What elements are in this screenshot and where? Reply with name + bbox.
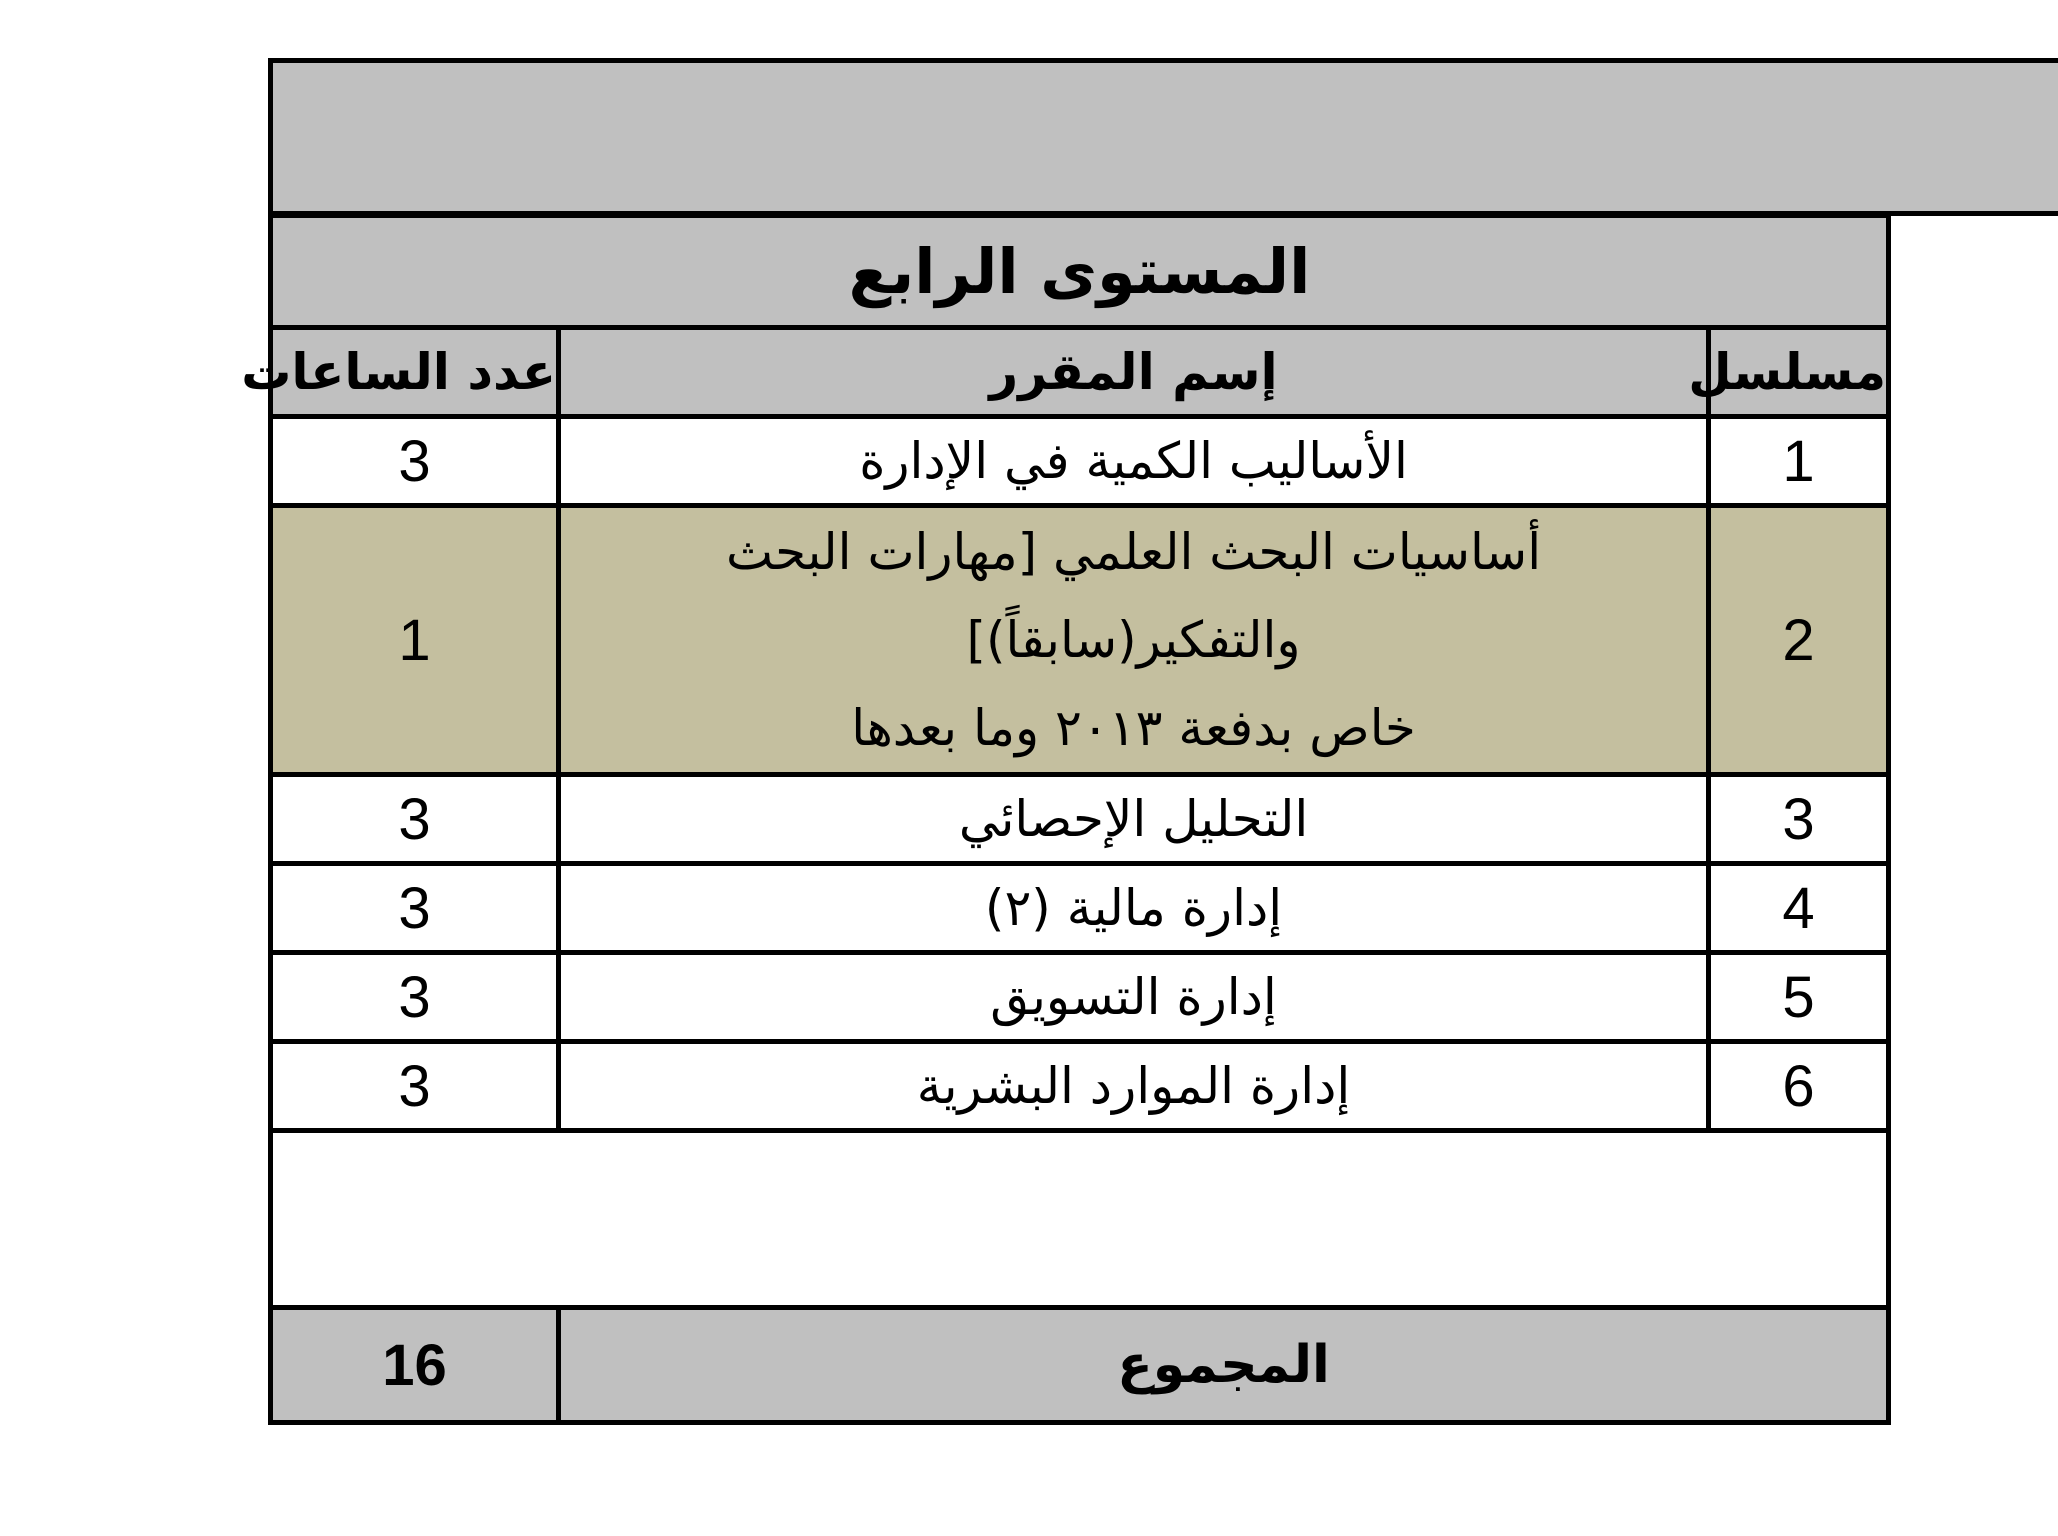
header-course-name: إسم المقرر <box>559 328 1709 417</box>
empty-row <box>271 1131 1889 1308</box>
course-table <box>241 213 1891 1425</box>
table-row-highlighted <box>271 506 1889 775</box>
serial-cell: 3 <box>1709 775 1889 864</box>
level-title: المستوى الرابع <box>271 216 1889 328</box>
course-name-cell <box>559 506 1709 775</box>
table-row <box>271 953 1889 1042</box>
course-name-cell: التحليل الإحصائي <box>559 775 1709 864</box>
serial-cell: 1 <box>1709 417 1889 506</box>
course-name-cell: إدارة التسويق <box>559 953 1709 1042</box>
hours-cell: 3 <box>271 864 559 953</box>
hours-cell: 3 <box>271 953 559 1042</box>
header-serial: مسلسل <box>1709 328 1889 417</box>
serial-cell: 5 <box>1709 953 1889 1042</box>
course-name-cell: إدارة الموارد البشرية <box>559 1042 1709 1131</box>
course-name-line: أساسيات البحث العلمي [مهارات البحث <box>725 523 1542 581</box>
hours-cell: 3 <box>271 1042 559 1131</box>
course-name-cell: إدارة مالية (٢) <box>559 864 1709 953</box>
course-name-note: خاص بدفعة ٢٠١٣ وما بعدها <box>851 699 1416 757</box>
hours-cell: 3 <box>271 775 559 864</box>
serial-cell: 6 <box>1709 1042 1889 1131</box>
table-row <box>271 417 1889 506</box>
header-hours: عدد الساعات <box>271 328 559 417</box>
level-title-row <box>271 216 1889 328</box>
column-header-row <box>271 328 1889 417</box>
table-row <box>271 864 1889 953</box>
serial-cell: 4 <box>1709 864 1889 953</box>
hours-cell: 1 <box>271 506 559 775</box>
course-name-line: والتفكير(سابقاً)] <box>966 611 1301 669</box>
serial-cell: 2 <box>1709 506 1889 775</box>
table-row <box>271 775 1889 864</box>
course-name-cell: الأساليب الكمية في الإدارة <box>559 417 1709 506</box>
total-label: المجموع <box>559 1308 1889 1423</box>
total-row <box>271 1308 1889 1423</box>
top-banner <box>268 58 2058 216</box>
hours-cell: 3 <box>271 417 559 506</box>
table-row <box>271 1042 1889 1131</box>
empty-cell <box>271 1131 1889 1308</box>
total-value: 16 <box>271 1308 559 1423</box>
